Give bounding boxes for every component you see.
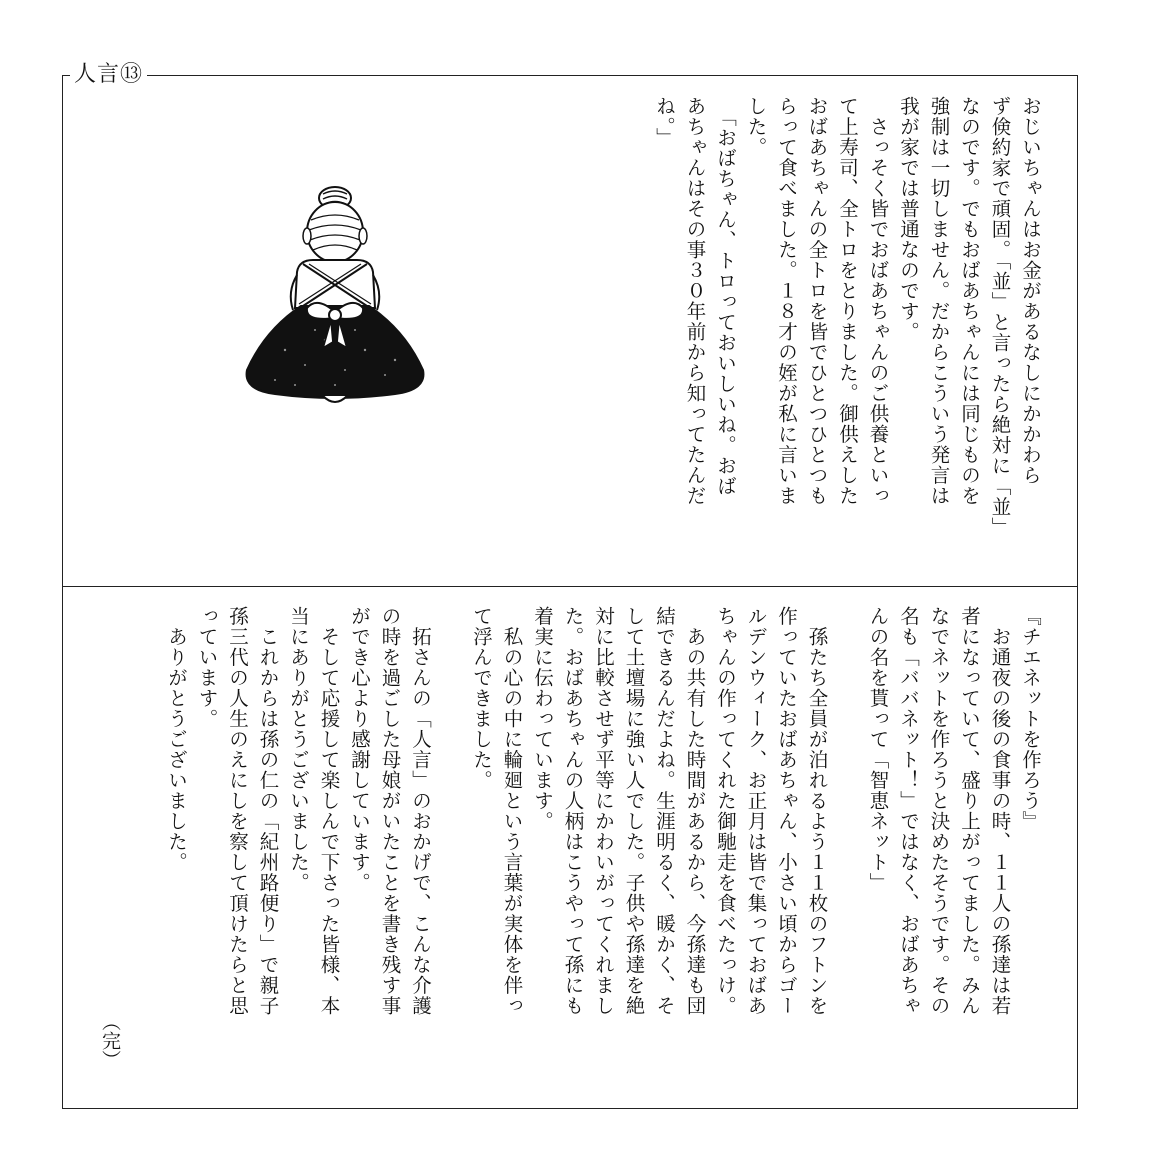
text-line: て上寿司、全トロをとりました。御供えした bbox=[836, 96, 859, 506]
column-title: 人言⑬ bbox=[70, 62, 147, 88]
text-line: あちゃんはその事３０年前から知ってたんだ bbox=[683, 96, 707, 506]
text-line: ず倹約家で頑固。「並」と言ったら絶対に「並」 bbox=[988, 96, 1012, 538]
top-body-text bbox=[649, 96, 1046, 576]
text-line: 拓さんの「人言」のおかげで、こんな介護 bbox=[409, 606, 432, 1016]
text-line bbox=[832, 606, 863, 627]
text-line: 我が家では普通なのです。 bbox=[897, 96, 920, 342]
text-line: 名も「ババネット！」ではなく、おばあちゃ bbox=[897, 606, 920, 1016]
text-line: 作っていたおばあちゃん、小さい頃からゴー bbox=[775, 606, 798, 1016]
text-line: ちゃんの作ってくれた御馳走を食べたっけ。 bbox=[714, 606, 737, 1016]
text-line: 孫三代の人生のえにしを察して頂けたらと思 bbox=[226, 606, 249, 1016]
text-line: 着実に伝わっています。 bbox=[531, 606, 554, 832]
text-line: の時を過ごした母娘がいたことを書き残す事 bbox=[378, 606, 402, 1016]
text-line: ができ心より感謝しています。 bbox=[348, 606, 371, 893]
text-line: した。 bbox=[744, 96, 768, 158]
text-line: なのです。でもおばあちゃんには同じものを bbox=[958, 96, 981, 506]
text-line: 孫たち全員が泊れるよう１１枚のフトンを bbox=[805, 606, 829, 1016]
text-line: ありがとうございました。 bbox=[165, 606, 188, 873]
torso bbox=[291, 260, 380, 310]
section-divider bbox=[62, 586, 1078, 587]
bottom-body-text bbox=[161, 606, 1046, 1096]
head bbox=[303, 202, 367, 262]
text-line: 対に比較させず平等にかわいがってくれまし bbox=[592, 606, 615, 1016]
end-mark: （完） bbox=[99, 1012, 121, 1069]
text-line: さっそく皆でおばあちゃんのご供養といっ bbox=[866, 96, 890, 506]
text-line bbox=[435, 606, 466, 627]
text-line: っています。 bbox=[195, 606, 219, 729]
text-line: 『チエネットを作ろう』 bbox=[1019, 606, 1042, 832]
text-line: そして応援して楽しんで下さった皆様、本 bbox=[317, 606, 341, 1016]
text-line: 当にありがとうございました。 bbox=[287, 606, 310, 893]
text-line: 強制は一切しません。だからこういう発言は bbox=[927, 96, 951, 506]
text-line: おばあちゃんの全トロを皆でひとつひとつも bbox=[805, 96, 829, 506]
text-line: らって食べました。１８才の姪が私に言いま bbox=[775, 96, 798, 506]
text-line: お通夜の後の食事の時、１１人の孫達は若 bbox=[988, 606, 1012, 1016]
text-line: んの名を貰って「智恵ネット」 bbox=[866, 606, 890, 893]
text-line: ね。」 bbox=[653, 96, 676, 148]
text-line: 結できるんだよね。生涯明るく、暖かく、そ bbox=[653, 606, 676, 1016]
text-line: て浮んできました。 bbox=[470, 606, 493, 791]
text-line: 私の心の中に輪廻という言葉が実体を伴っ bbox=[500, 606, 524, 1016]
text-line: して土壇場に強い人でした。子供や孫達を絶 bbox=[622, 606, 646, 1016]
text-line: 者になっていて、盛り上がってました。みん bbox=[958, 606, 981, 1016]
text-line: あの共有した時間があるから、今孫達も団 bbox=[683, 606, 707, 1016]
text-line: 「おばちゃん、トロっておいしいね。おば bbox=[714, 96, 737, 497]
text-line: た。おばあちゃんの人柄はこうやって孫にも bbox=[561, 606, 585, 1016]
text-line: おじいちゃんはお金があるなしにかかわら bbox=[1019, 96, 1042, 486]
text-line: なでネットを作ろうと決めたそうです。その bbox=[927, 606, 951, 1016]
text-line: ルデンウィーク、お正月は皆で集っておばあ bbox=[744, 606, 768, 1016]
grandmother-figure-icon bbox=[235, 180, 435, 410]
text-line: これからは孫の仁の「紀州路便り」で親子 bbox=[256, 606, 280, 1016]
